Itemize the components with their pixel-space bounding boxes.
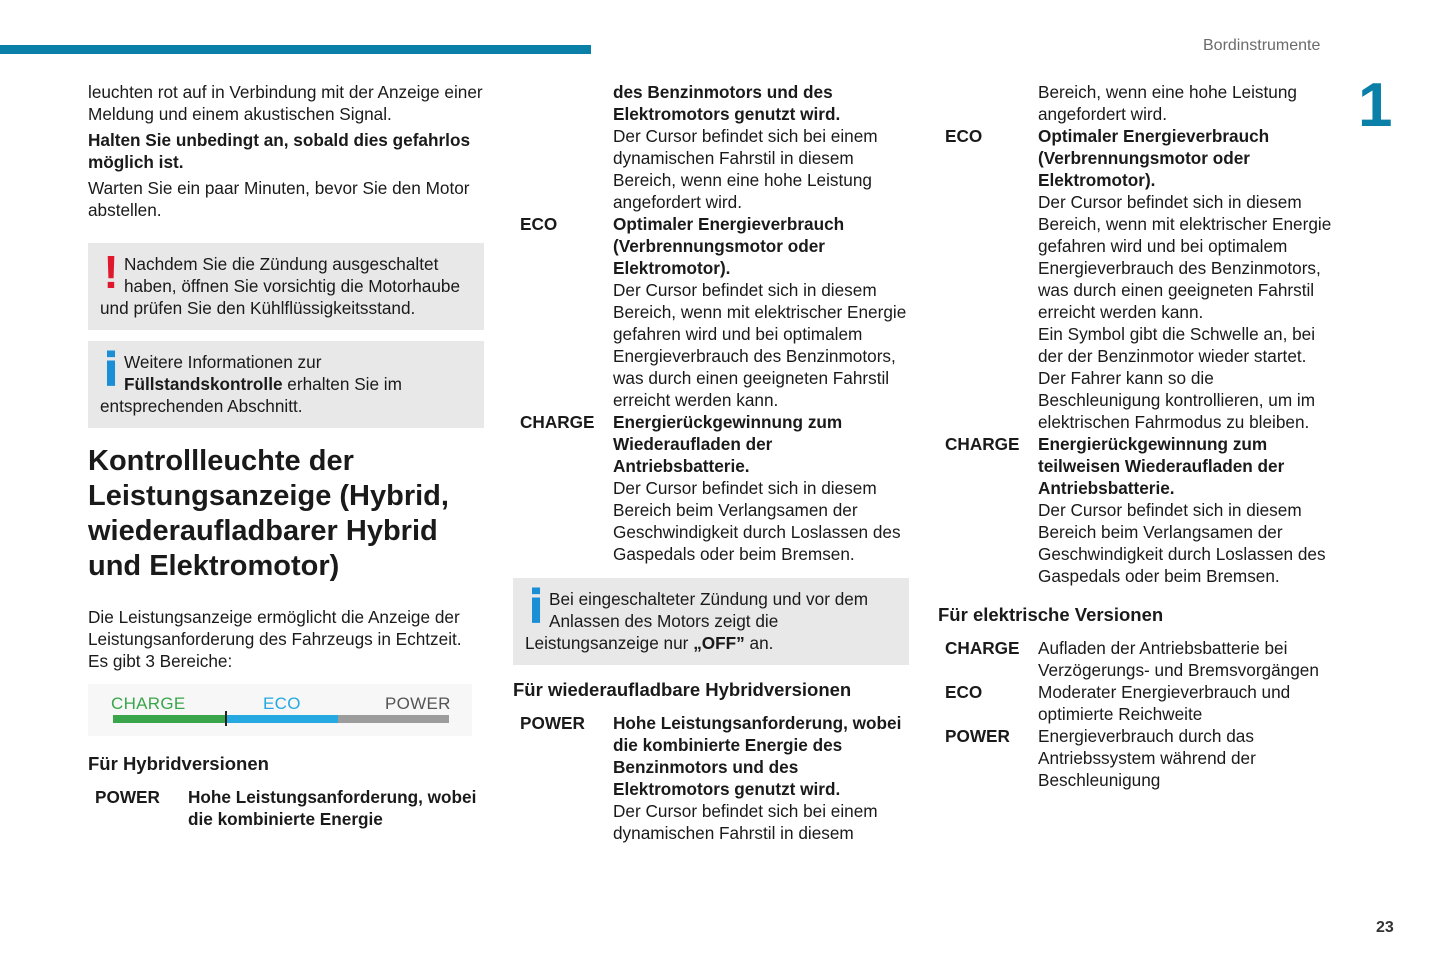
page-number: 23 (1376, 919, 1394, 936)
definition-list (513, 213, 909, 565)
definition-row (938, 637, 1338, 681)
paragraph: Warten Sie ein paar Minuten, bevor Sie den Motor abstellen. (88, 178, 470, 220)
term-eco: ECO (945, 682, 983, 702)
definition-bold: Optimaler Energieverbrauch (Verbrennungsmotor oder Elektromotor). (1038, 126, 1270, 190)
power-gauge-illustration (88, 684, 472, 736)
term-eco: ECO (520, 214, 558, 234)
term-power: POWER (945, 726, 1010, 746)
definition-text: Der Cursor befindet sich bei einem dynamischen Fahrstil in diesem Bereich, wenn eine hohe Leistung angefordert wird. (613, 126, 878, 212)
definition-text: Der Cursor befindet sich in diesem Bereich, wenn mit elektrischer Energie gefahren wird und bei optimalem Energieverbrauch des Benzinmotors, was durch einen geeigneten Fahrstil erreicht werden kann. (1038, 192, 1332, 322)
definition-list (938, 125, 1338, 587)
gauge-segment-power (338, 715, 449, 723)
definition-continuation (938, 81, 1338, 125)
definition-list (938, 637, 1338, 791)
info-note-link-text: Füllstandskontrolle (124, 374, 283, 394)
warning-note-text: Nachdem Sie die Zündung ausgeschaltet haben, öffnen Sie vorsichtig die Motorhaube und prüfen Sie den Kühlflüssigkeitsstand. (100, 254, 461, 318)
definition-text: Der Cursor befindet sich in diesem Bereich, wenn mit elektrischer Energie gefahren wird und bei optimalem Energieverbrauch des Benzinmotors, was durch einen geeigneten Fahrstil erreicht werden kann. (613, 280, 907, 410)
subheading: Für Hybridversionen (88, 753, 269, 774)
info-note-text-post: an. (744, 633, 774, 653)
definition-row (88, 786, 484, 830)
term-eco: ECO (945, 126, 983, 146)
gauge-segment-eco (225, 715, 338, 723)
info-note (88, 341, 484, 428)
subheading: Für wiederaufladbare Hybridversionen (513, 679, 852, 700)
definition-list (513, 712, 909, 844)
term-charge: CHARGE (520, 412, 595, 432)
term-charge: CHARGE (945, 638, 1020, 658)
gauge-label-power: POWER (385, 694, 451, 713)
definition-bold: Energierückgewinnung zum teilweisen Wiederaufladen der Antriebsbatterie. (1038, 434, 1285, 498)
definition: Moderater Energieverbrauch und optimierte Reichweite (1038, 682, 1291, 724)
info-note-text-post: erhalten Sie im entsprechenden Abschnitt. (100, 374, 402, 416)
info-icon: i (103, 343, 119, 397)
gauge-segment-charge (113, 715, 225, 723)
info-icon: i (528, 580, 544, 634)
warning-instruction: Halten Sie unbedingt an, sobald dies gefahrlos möglich ist. (88, 130, 471, 172)
warning-note (88, 243, 484, 330)
definition: Hohe Leistungsanforderung, wobei die kombinierte Energie (188, 787, 477, 829)
definition-text: Der Cursor befindet sich in diesem Bereich beim Verlangsamen der Geschwindigkeit durch Loslassen des Gaspedals oder beim Bremsen. (1038, 500, 1326, 586)
term-power: POWER (520, 713, 585, 733)
definition-continuation (513, 81, 909, 213)
definition-row (938, 125, 1338, 433)
definition-list (88, 786, 484, 830)
subheading: Für elektrische Versionen (938, 604, 1164, 625)
paragraph: leuchten rot auf in Verbindung mit der Anzeige einer Meldung und einem akustischen Signal. (88, 82, 483, 124)
definition-bold: des Benzinmotors und des Elektromotors genutzt wird. (613, 82, 841, 124)
info-note (513, 578, 909, 665)
info-note-bold: „OFF” (693, 633, 745, 653)
definition-bold: Optimaler Energieverbrauch (Verbrennungsmotor oder Elektromotor). (613, 214, 845, 278)
term-charge: CHARGE (945, 434, 1020, 454)
gauge-cursor (225, 711, 227, 726)
definition-text: Der Fahrer kann so die Beschleunigung kontrollieren, um im elektrischen Fahrmodus zu bleiben. (1038, 368, 1316, 432)
definition-text: Der Cursor befindet sich bei einem dynamischen Fahrstil in diesem (613, 801, 878, 843)
gauge-label-charge: CHARGE (111, 694, 186, 713)
paragraph: Die Leistungsanzeige ermöglicht die Anzeige der Leistungsanforderung des Fahrzeugs in Echtzeit. (88, 607, 462, 649)
info-note-text-pre: Weitere Informationen zur (124, 352, 322, 372)
definition-bold: Energierückgewinnung zum Wiederaufladen der Antriebsbatterie. (613, 412, 843, 476)
column-1 (88, 81, 484, 830)
gauge-label-eco: ECO (263, 694, 301, 713)
section-title: Bordinstrumente (1203, 37, 1321, 54)
definition-text: Bereich, wenn eine hohe Leistung angefordert wird. (1038, 82, 1297, 124)
definition: Aufladen der Antriebsbatterie bei Verzögerungs- und Bremsvorgängen (1038, 638, 1319, 680)
column-3 (938, 81, 1338, 791)
definition-row (938, 725, 1338, 791)
paragraph: Es gibt 3 Bereiche: (88, 651, 233, 671)
section-heading: Kontrollleuchte der Leistungsanzeige (Hybrid, wiederaufladbarer Hybrid und Elektromotor) (88, 445, 449, 582)
warning-exclamation-icon: ! (103, 246, 119, 298)
term-power: POWER (95, 787, 160, 807)
definition-row (938, 681, 1338, 725)
definition-row (513, 213, 909, 411)
header-accent-bar (0, 45, 591, 54)
definition-text: Ein Symbol gibt die Schwelle an, bei der der Benzinmotor wieder startet. (1038, 324, 1316, 366)
chapter-number: 1 (1358, 71, 1393, 140)
definition-text: Der Cursor befindet sich in diesem Bereich beim Verlangsamen der Geschwindigkeit durch Loslassen des Gaspedals oder beim Bremsen. (613, 478, 901, 564)
definition: Energieverbrauch durch das Antriebssystem während der Beschleunigung (1038, 726, 1256, 790)
definition-row (513, 712, 909, 844)
definition-bold: Hohe Leistungsanforderung, wobei die kombinierte Energie des Benzinmotors und des Elektromotors genutzt wird. (613, 713, 902, 799)
definition-row (513, 411, 909, 565)
info-note-text-pre: Bei eingeschalteter Zündung und vor dem Anlassen des Motors zeigt die Leistungsanzeige nur (525, 589, 869, 653)
column-2 (513, 81, 909, 844)
definition-row (938, 433, 1338, 587)
